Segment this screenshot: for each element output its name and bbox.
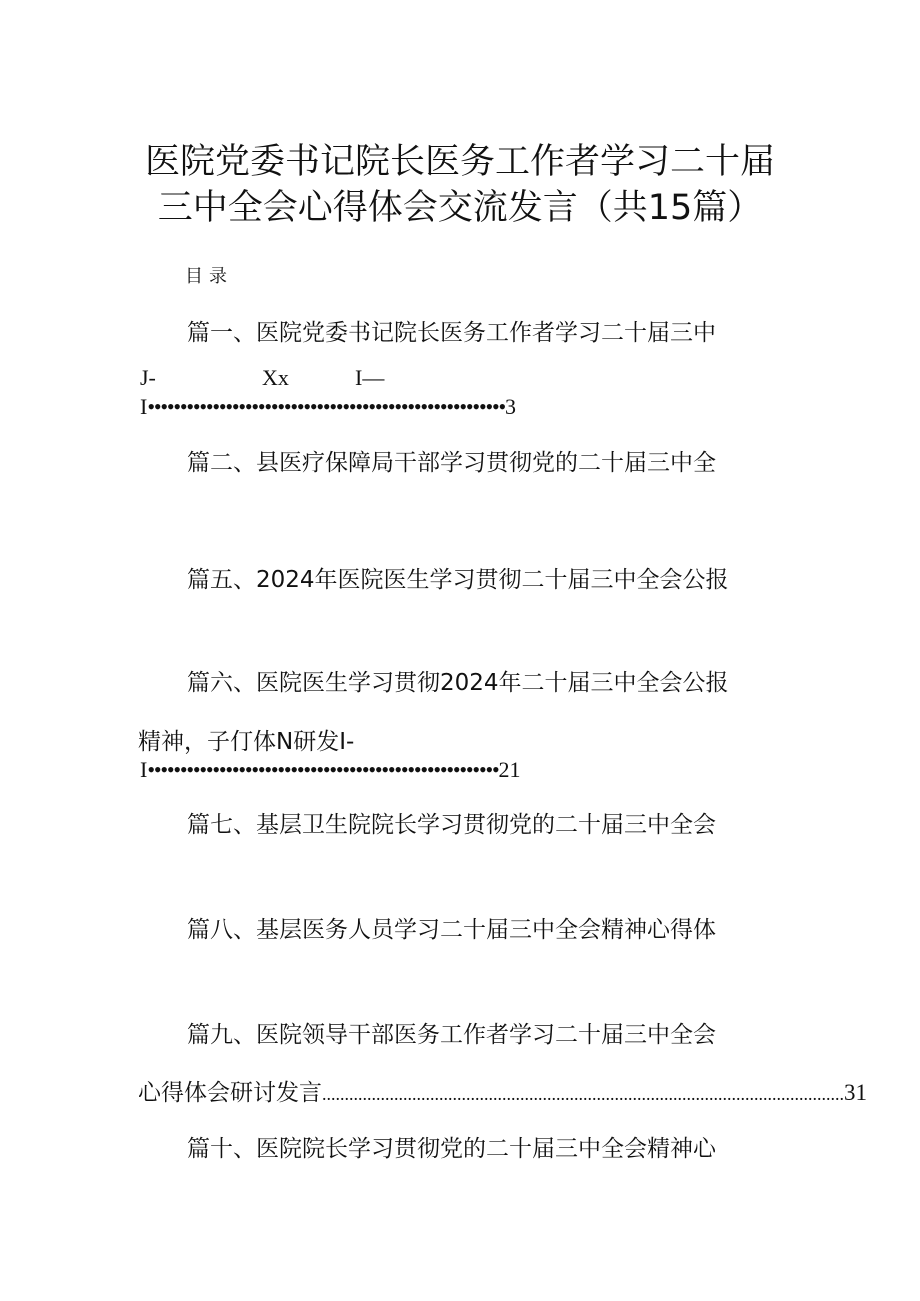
toc-entry-1-page: 3 [504, 394, 516, 419]
toc-entry-1-lead-char: I [140, 394, 148, 419]
toc-entry-1-fragment-c: I— [355, 365, 385, 390]
toc-entry-6-page: 21 [498, 757, 521, 782]
toc-entry-1-fragment-b: Xx [262, 365, 289, 390]
toc-entry-6[interactable]: 篇六、医院医生学习贯彻2024年二十届三中全会公报 [187, 670, 729, 696]
toc-entry-9-leader-row [138, 1074, 867, 1107]
toc-entry-9-continuation: 心得体会研讨发言 [138, 1080, 322, 1106]
toc-entry-9[interactable]: 篇九、医院领导干部医务工作者学习二十届三中全会 [187, 1022, 716, 1048]
toc-entry-1[interactable]: 篇一、医院党委书记院长医务工作者学习二十届三中 [187, 320, 716, 346]
toc-entry-7[interactable]: 篇七、基层卫生院院长学习贯彻党的二十届三中全会 [187, 812, 716, 838]
toc-entry-6-leader-row [140, 757, 520, 783]
toc-entry-8[interactable]: 篇八、基层医务人员学习二十届三中全会精神心得体 [187, 917, 716, 943]
toc-heading: 目录 [185, 266, 233, 287]
toc-entry-1-leader-row [140, 394, 516, 420]
toc-entry-1-dots: ••••••••••••••••••••••••••••••••••••••••••••••••••••••• [147, 394, 505, 419]
toc-entry-6-continuation: 精神，子仃体N研发I- [138, 729, 355, 755]
toc-entry-9-page: 31 [844, 1080, 867, 1105]
toc-entry-1-fragment-a: J- [140, 365, 156, 390]
toc-entry-6-lead-char: I [140, 757, 148, 782]
toc-entry-9-dots: .................................................................................................................... [322, 1084, 844, 1104]
toc-entry-10[interactable]: 篇十、医院院长学习贯彻党的二十届三中全会精神心 [187, 1136, 716, 1162]
toc-entry-5[interactable]: 篇五、2024年医院医生学习贯彻二十届三中全会公报 [187, 567, 729, 593]
document-title-line-1: 医院党委书记院长医务工作者学习二十届 [144, 142, 775, 182]
document-title-line-2: 三中全会心得体会交流发言（共15篇） [157, 188, 763, 228]
toc-entry-2[interactable]: 篇二、县医疗保障局干部学习贯彻党的二十届三中全 [187, 450, 716, 476]
toc-entry-6-dots: •••••••••••••••••••••••••••••••••••••••••••••••••••••• [147, 757, 499, 782]
